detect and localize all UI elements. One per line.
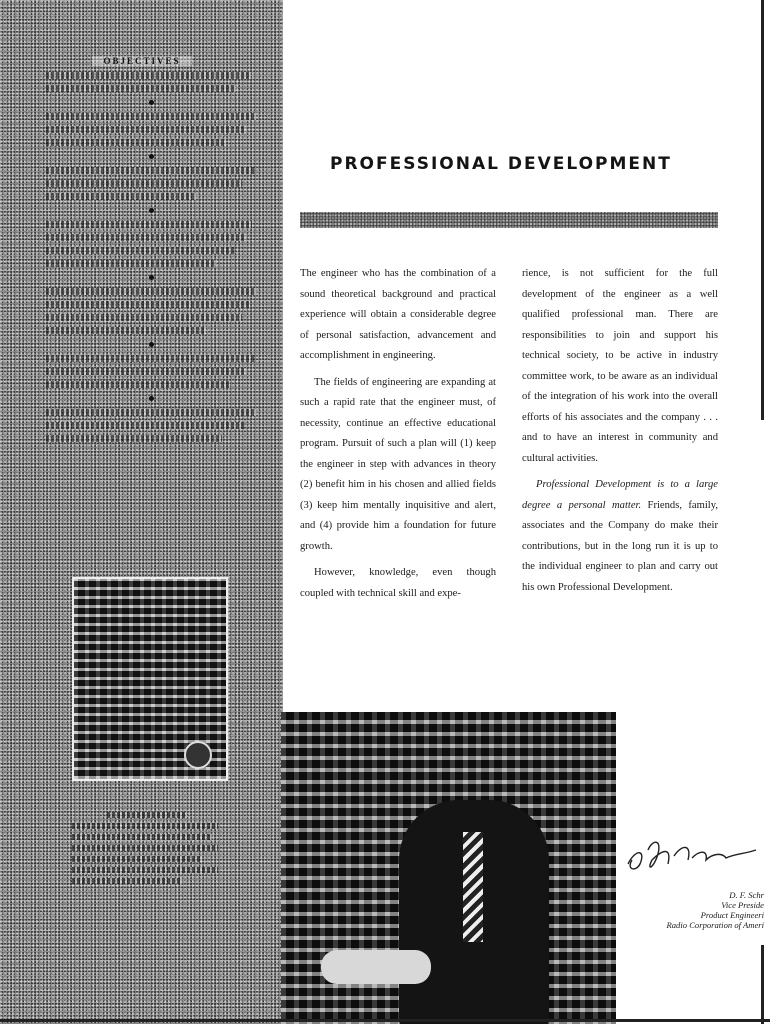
paragraph: However, knowledge, even though coupled with technical skill and expe- xyxy=(300,567,496,599)
objective-text-line xyxy=(46,180,242,187)
bullet-dot-icon xyxy=(149,396,154,401)
objective-text-line xyxy=(46,167,254,174)
paragraph-rest: Friends, family, associates and the Company do make their contributions, but in the long run it is up to the individual engineer to plan and carry out his own Professional Development. xyxy=(522,499,719,593)
objective-text-line xyxy=(46,193,196,200)
bullet-dot-icon xyxy=(149,100,154,105)
objective-text-line xyxy=(46,355,254,362)
photo-caption xyxy=(72,812,222,889)
signatory-block xyxy=(604,890,764,930)
objective-text-line xyxy=(46,314,242,321)
bullet-dot-icon xyxy=(149,275,154,280)
bottom-rule xyxy=(0,1019,770,1022)
caption-text-line xyxy=(72,878,182,884)
caption-text-line xyxy=(72,823,218,829)
signatory-company: Radio Corporation of Ameri xyxy=(666,920,764,930)
objective-text-line xyxy=(46,409,256,416)
page-title: PROFESSIONAL DEVELOPMENT xyxy=(330,154,672,174)
objective-text-line xyxy=(46,85,236,92)
objective-text-line xyxy=(46,435,222,442)
article-right-column xyxy=(522,264,718,604)
paragraph: The engineer who has the combination of a sound theoretical background and practical experience will obtain a considerable degree of personal satisfaction, advancement and accomplishment in engineering. xyxy=(300,268,496,361)
objective-text-line xyxy=(46,139,226,146)
caption-text-line xyxy=(72,845,218,851)
caption-text-line xyxy=(107,812,187,818)
caption-text-line xyxy=(72,834,212,840)
paragraph: The fields of engineering are expanding at such a rapid rate that the engineer must, of necessity, continue an effective educational program. Pursuit of such a plan will (1) keep the engineer in step with advances in theory (2) benefit him in his chosen and allied fields (3) keep him mentally inquisitive and alert, and (4) provide him a foundation for future growth. xyxy=(300,376,496,552)
hands-shape xyxy=(321,950,431,984)
objective-text-line xyxy=(46,327,206,334)
objective-text-line xyxy=(46,126,246,133)
bullet-dot-icon xyxy=(149,208,154,213)
objective-text-line xyxy=(46,221,252,228)
objective-text-line xyxy=(46,234,246,241)
paragraph xyxy=(522,475,718,598)
handwritten-signature xyxy=(622,820,762,880)
objective-text-line xyxy=(46,260,216,267)
tie-shape xyxy=(463,832,483,942)
objective-text-line xyxy=(46,72,251,79)
executive-photo xyxy=(281,712,616,1024)
objective-text-line xyxy=(46,381,230,388)
italic-statement: Professional Development is to a large degree a personal matter. xyxy=(522,479,718,511)
objective-text-line xyxy=(46,422,244,429)
right-edge-rule xyxy=(761,0,764,420)
bullet-dot-icon xyxy=(149,342,154,347)
portrait-photo xyxy=(72,577,228,781)
signatory-name: D. F. Schr xyxy=(729,890,764,900)
caption-text-line xyxy=(72,867,218,873)
left-halftone-panel xyxy=(0,0,283,1024)
objective-text-line xyxy=(46,113,256,120)
rca-seal-icon xyxy=(184,741,212,769)
objectives-heading: OBJECTIVES xyxy=(92,56,192,66)
paragraph: rience, is not sufficient for the full development of the engineer as a well qualified professional man. There are responsibilities to join and support his technical society, to be active in industry committee work, to be aware as an individual of the integration of his work into the overall efforts of his associates and the company . . . and to have an interest in community and cultural activities. xyxy=(522,268,718,464)
title-underline-bar xyxy=(300,212,718,228)
objective-text-line xyxy=(46,288,256,295)
objective-text-line xyxy=(46,368,246,375)
signatory-department: Product Engineeri xyxy=(700,910,764,920)
right-edge-rule xyxy=(761,945,764,1024)
objective-text-line xyxy=(46,247,234,254)
objective-text-line xyxy=(46,301,250,308)
objectives-list xyxy=(46,72,256,448)
bullet-dot-icon xyxy=(149,154,154,159)
article-left-column xyxy=(300,264,496,610)
signatory-title: Vice Preside xyxy=(721,900,764,910)
caption-text-line xyxy=(72,856,202,862)
